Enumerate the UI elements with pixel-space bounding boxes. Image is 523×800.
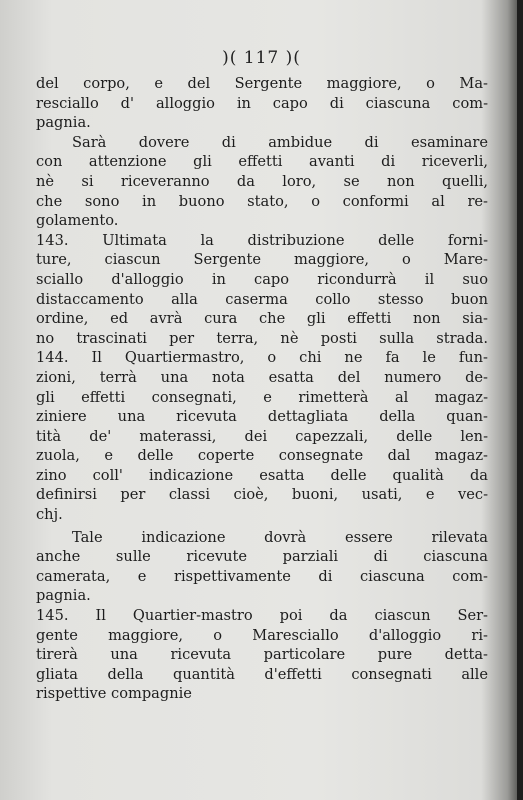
text-line: chj. xyxy=(36,506,63,524)
text-line: rispettive compagnie xyxy=(36,685,192,703)
text-line: gente maggiore, o Maresciallo d'alloggio ri- xyxy=(36,626,488,644)
text-line: definirsi per classi cioè, buoni, usati, e vec- xyxy=(36,486,488,504)
text-line: distaccamento alla caserma collo stesso buon xyxy=(36,290,488,308)
text-line: pagnia. xyxy=(36,587,91,605)
text-line: zioni, terrà una nota esatta del numero de- xyxy=(36,368,488,386)
text-line: sciallo d'alloggio in capo ricondurrà il suo xyxy=(36,270,488,288)
text-line: no trascinati per terra, nè posti sulla strada. xyxy=(36,329,488,347)
text-line: Sarà dovere di ambidue di esaminare xyxy=(72,133,488,151)
text-line: resciallo d' alloggio in capo di ciascuna com- xyxy=(36,94,488,112)
text-line: 145. Il Quartier-mastro poi da ciascun Ser- xyxy=(36,607,488,625)
text-line: 144. Il Quartiermastro, o chi ne fa le fun- xyxy=(36,349,488,367)
paragraph xyxy=(36,606,488,704)
text-line: golamento. xyxy=(36,212,119,230)
text-line: tità de' materassi, dei capezzali, delle len- xyxy=(36,427,488,445)
text-line: che sono in buono stato, o conformi al re- xyxy=(36,192,488,210)
text-line: ture, ciascun Sergente maggiore, o Mare- xyxy=(36,251,488,269)
text-line: zino coll' indicazione esatta delle qualità da xyxy=(36,466,488,484)
page-number: )( 117 )( xyxy=(222,48,301,68)
paragraph xyxy=(36,74,488,133)
text-line: con attenzione gli effetti avanti di riceverli, xyxy=(36,153,488,171)
text-line: gliata della quantità d'effetti consegnati alle xyxy=(36,665,488,683)
text-line: zuola, e delle coperte consegnate dal magaz- xyxy=(36,447,488,465)
text-line: gli effetti consegnati, e rimetterà al magaz- xyxy=(36,388,488,406)
paragraph xyxy=(36,231,488,349)
text-line: Tale indicazione dovrà essere rilevata xyxy=(72,528,488,546)
body-text xyxy=(36,74,488,704)
text-line: camerata, e rispettivamente di ciascuna com- xyxy=(36,567,488,585)
text-line: ziniere una ricevuta dettagliata della quan- xyxy=(36,408,488,426)
paragraph xyxy=(36,528,488,606)
text-line: 143. Ultimata la distribuzione delle forni- xyxy=(36,231,488,249)
paragraph xyxy=(36,133,488,231)
paragraph xyxy=(36,348,488,524)
text-line: del corpo, e del Sergente maggiore, o Ma- xyxy=(36,75,488,92)
text-line: nè si riceveranno da loro, se non quelli, xyxy=(36,172,488,190)
text-line: ordine, ed avrà cura che gli effetti non sia- xyxy=(36,310,488,328)
text-line: tirerà una ricevuta particolare pure detta- xyxy=(36,646,488,664)
text-line: anche sulle ricevute parziali di ciascuna xyxy=(36,548,488,566)
text-line: pagnia. xyxy=(36,114,91,132)
